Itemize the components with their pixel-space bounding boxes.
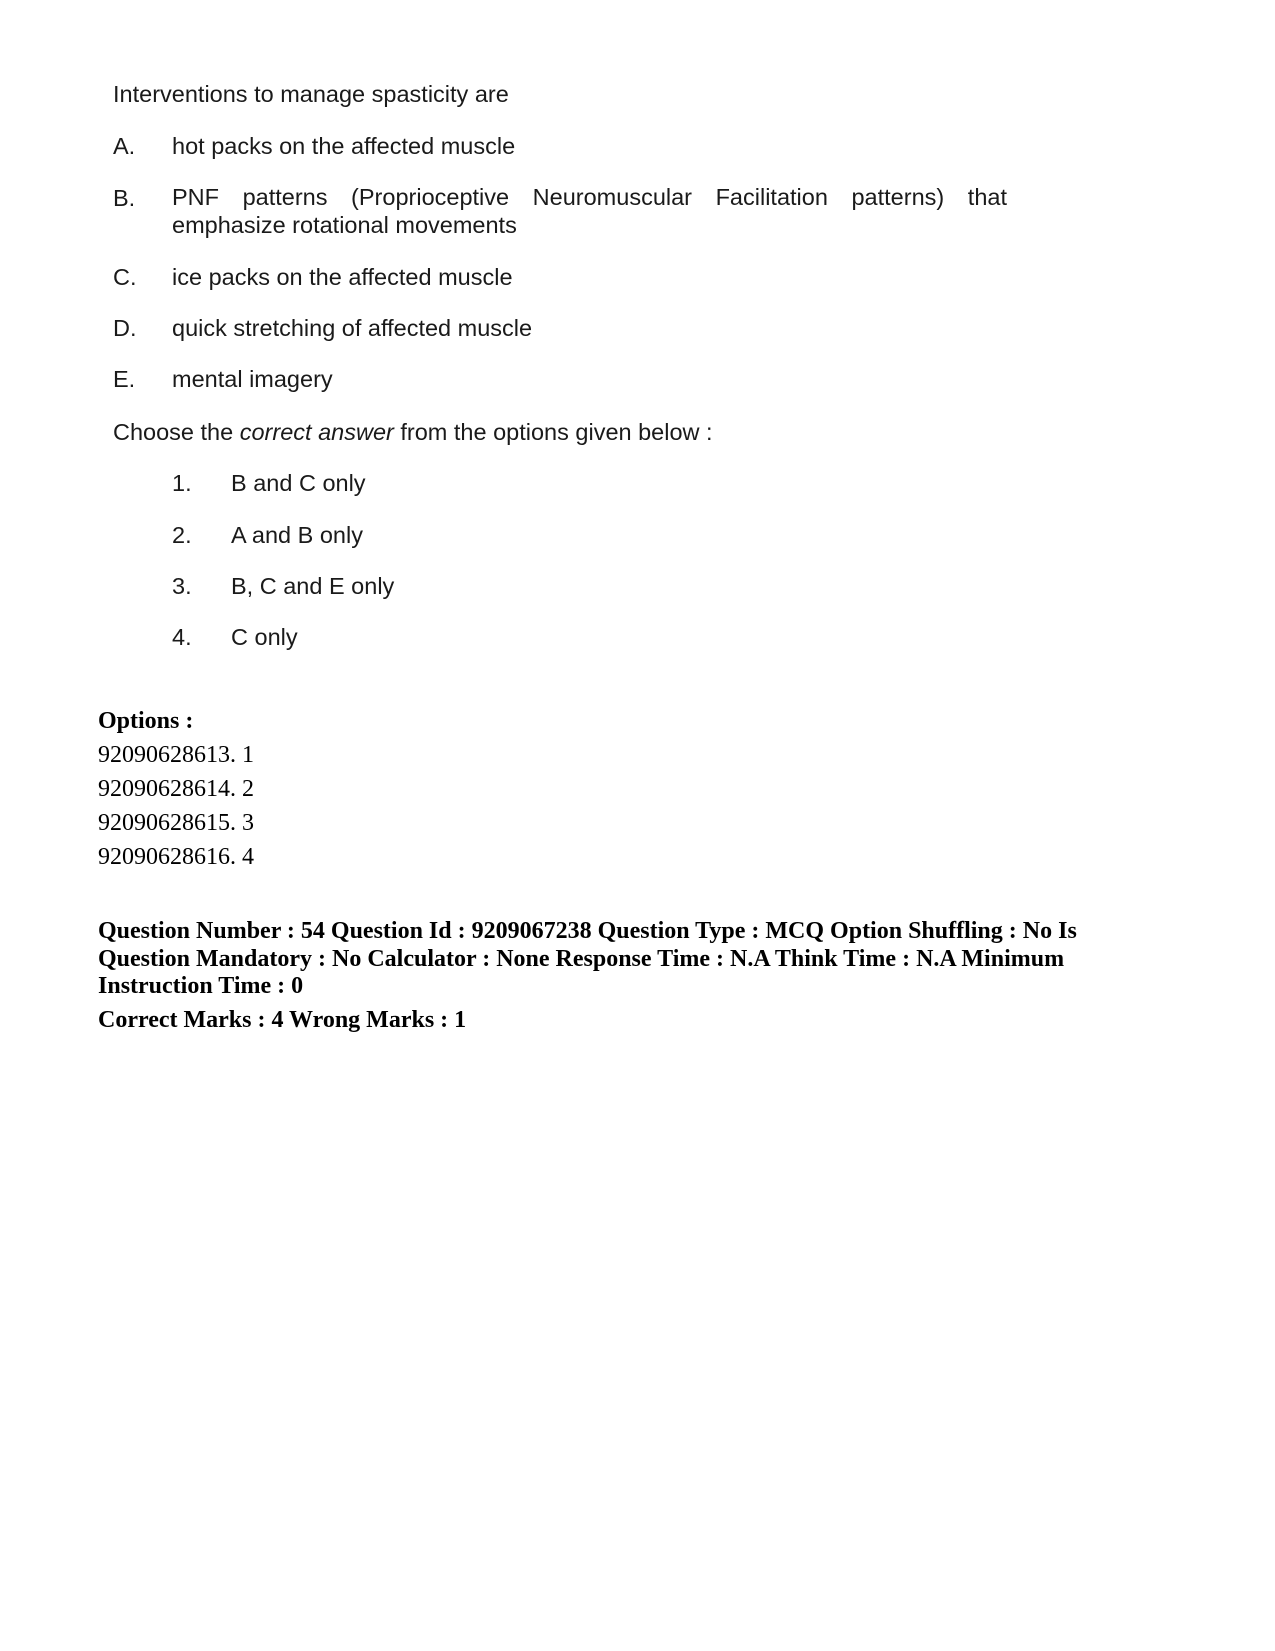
choose-instruction xyxy=(113,418,713,446)
choose-text: Choose the xyxy=(113,419,240,445)
option-item-1: 92090628613. 1 xyxy=(98,742,254,768)
answer-text: B, C and E only xyxy=(231,573,395,599)
statement-label: A. xyxy=(113,133,136,159)
answer-number: 4. xyxy=(172,624,192,650)
options-heading: Options : xyxy=(98,708,194,734)
question-stem: Interventions to manage spasticity are xyxy=(113,81,509,107)
answer-text: B and C only xyxy=(231,470,366,496)
answer-number: 1. xyxy=(172,470,192,496)
option-item-2: 92090628614. 2 xyxy=(98,776,254,802)
choose-text: from the options given below : xyxy=(393,419,713,445)
statement-text: ice packs on the affected muscle xyxy=(172,264,513,290)
answer-number: 3. xyxy=(172,573,192,599)
answer-text: A and B only xyxy=(231,522,363,548)
question-info-line: Instruction Time : 0 xyxy=(98,973,304,999)
statement-label: E. xyxy=(113,366,136,392)
statement-text: quick stretching of affected muscle xyxy=(172,315,533,341)
statement-text: PNF patterns (Proprioceptive Neuromuscular Facilitation patterns) that emphasize rotational movements xyxy=(172,184,1007,238)
statement-text: hot packs on the affected muscle xyxy=(172,133,516,159)
option-item-3: 92090628615. 3 xyxy=(98,810,254,836)
answer-text: C only xyxy=(231,624,298,650)
statement-label: B. xyxy=(113,185,136,211)
question-info-line: Question Number : 54 Question Id : 9209067238 Question Type : MCQ Option Shuffling : No Is xyxy=(98,918,1077,944)
marks-info: Correct Marks : 4 Wrong Marks : 1 xyxy=(98,1007,467,1033)
question-info-line: Question Mandatory : No Calculator : None Response Time : N.A Think Time : N.A Minimum xyxy=(98,945,1065,972)
question-info xyxy=(98,918,1178,1001)
option-item-4: 92090628616. 4 xyxy=(98,844,254,870)
statement-label: C. xyxy=(113,264,137,290)
choose-emphasis: correct answer xyxy=(239,419,394,445)
statement-label: D. xyxy=(113,315,137,341)
statement-text: mental imagery xyxy=(172,366,333,392)
answer-number: 2. xyxy=(172,522,192,548)
